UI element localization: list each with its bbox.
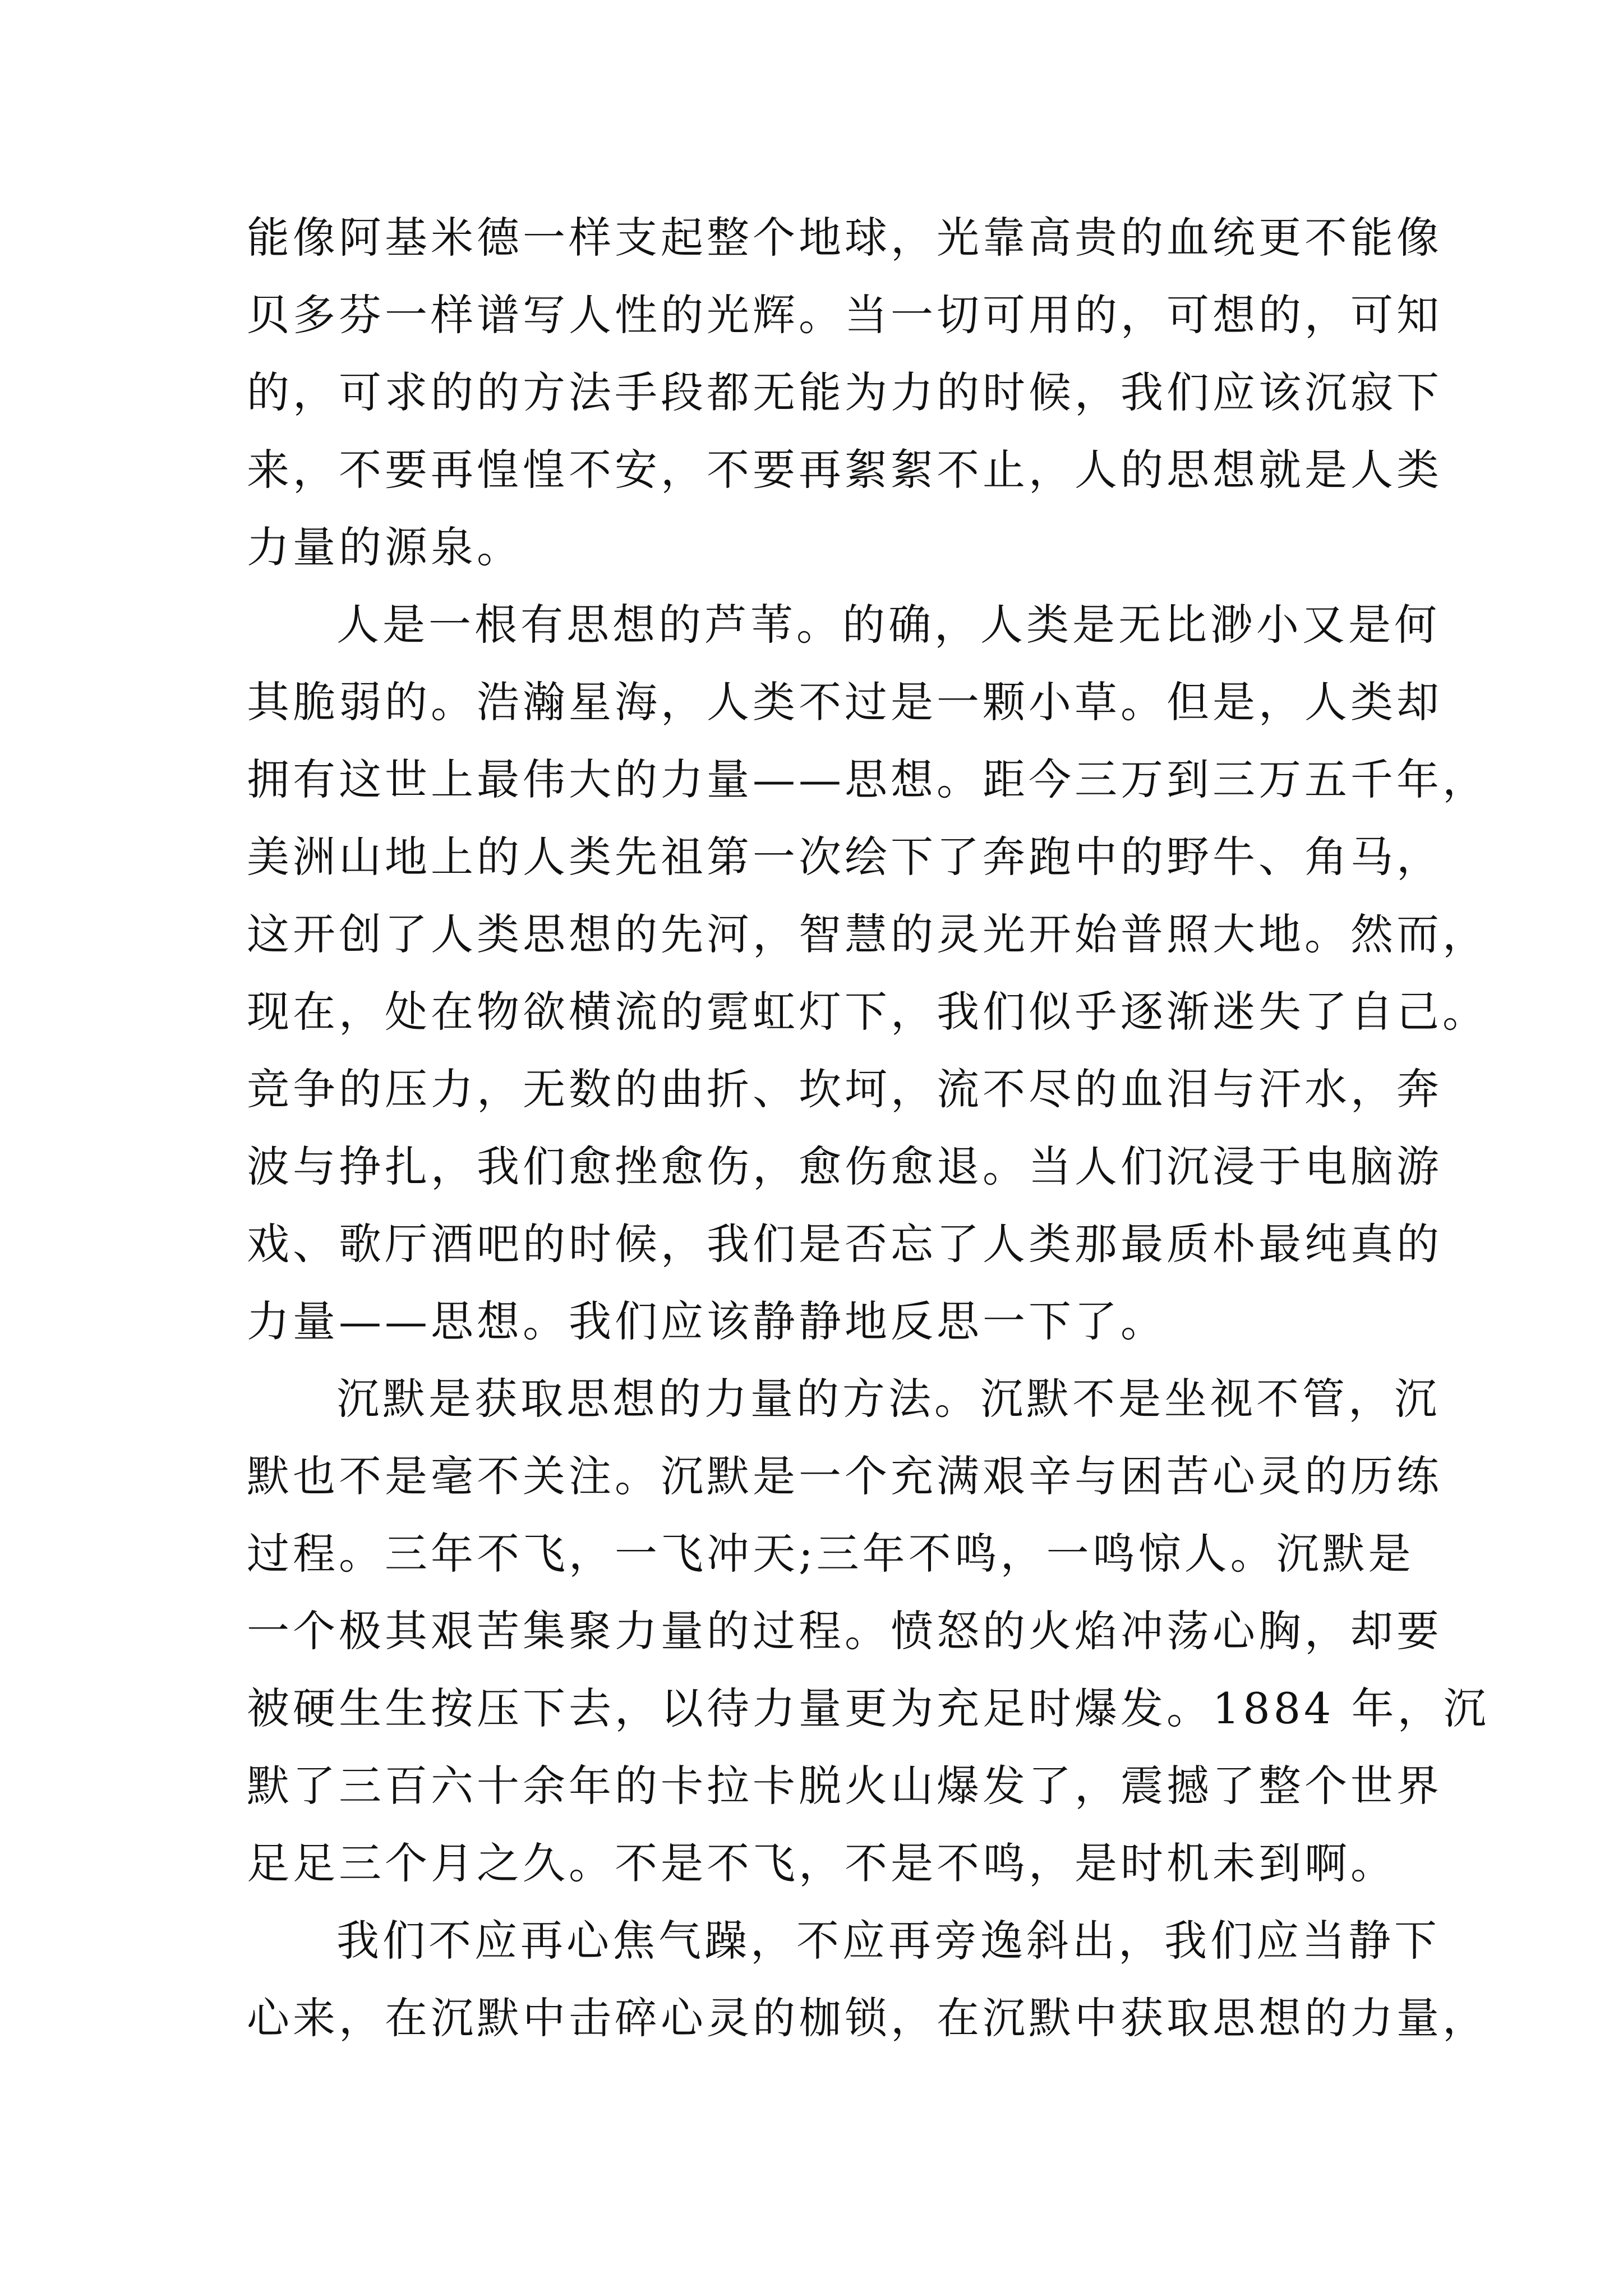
text-line: 默了三百六十余年的卡拉卡脱火山爆发了，震撼了整个世界 — [247, 1761, 1442, 1811]
text-line: 一个极其艰苦集聚力量的过程。愤怒的火焰冲荡心胸，却要 — [247, 1606, 1442, 1656]
text-line: 竞争的压力，无数的曲折、坎坷，流不尽的血泪与汗水，奔 — [247, 1064, 1442, 1114]
text-line: 沉默是获取思想的力量的方法。沉默不是坐视不管，沉 — [336, 1374, 1440, 1424]
text-line: 力量的源泉。 — [247, 522, 523, 572]
text-line: 被硬生生按压下去，以待力量更为充足时爆发。1884 年，沉 — [247, 1683, 1490, 1733]
text-line: 其脆弱的。浩瀚星海，人类不过是一颗小草。但是，人类却 — [247, 677, 1442, 727]
text-line: 能像阿基米德一样支起整个地球，光靠高贵的血统更不能像 — [247, 213, 1442, 263]
text-line: 足足三个月之久。不是不飞，不是不鸣，是时机未到啊。 — [247, 1838, 1396, 1888]
text-line: 戏、歌厅酒吧的时候，我们是否忘了人类那最质朴最纯真的 — [247, 1219, 1442, 1269]
text-line: 默也不是毫不关注。沉默是一个充满艰辛与困苦心灵的历练 — [247, 1451, 1442, 1501]
body-text — [247, 199, 1490, 2057]
text-line: 我们不应再心焦气躁，不应再旁逸斜出，我们应当静下 — [336, 1916, 1440, 1966]
text-line: 美洲山地上的人类先祖第一次绘下了奔跑中的野牛、角马， — [247, 832, 1442, 882]
text-line: 力量——思想。我们应该静静地反思一下了。 — [247, 1296, 1166, 1346]
text-line: 贝多芬一样谱写人性的光辉。当一切可用的，可想的，可知 — [247, 290, 1442, 340]
text-line: 这开创了人类思想的先河，智慧的灵光开始普照大地。然而， — [247, 909, 1488, 959]
text-line: 拥有这世上最伟大的力量——思想。距今三万到三万五千年， — [247, 754, 1488, 804]
text-line: 心来，在沉默中击碎心灵的枷锁，在沉默中获取思想的力量， — [247, 1993, 1488, 2043]
text-line: 人是一根有思想的芦苇。的确，人类是无比渺小又是何 — [336, 600, 1440, 650]
text-line: 波与挣扎，我们愈挫愈伤，愈伤愈退。当人们沉浸于电脑游 — [247, 1142, 1442, 1191]
text-line: 现在，处在物欲横流的霓虹灯下，我们似乎逐渐迷失了自己。 — [247, 987, 1488, 1037]
text-line: 来，不要再惶惶不安，不要再絮絮不止，人的思想就是人类 — [247, 445, 1442, 495]
text-line: 过程。三年不飞，一飞冲天;三年不鸣，一鸣惊人。沉默是 — [247, 1529, 1414, 1579]
text-line: 的，可求的的方法手段都无能为力的时候，我们应该沉寂下 — [247, 367, 1442, 417]
